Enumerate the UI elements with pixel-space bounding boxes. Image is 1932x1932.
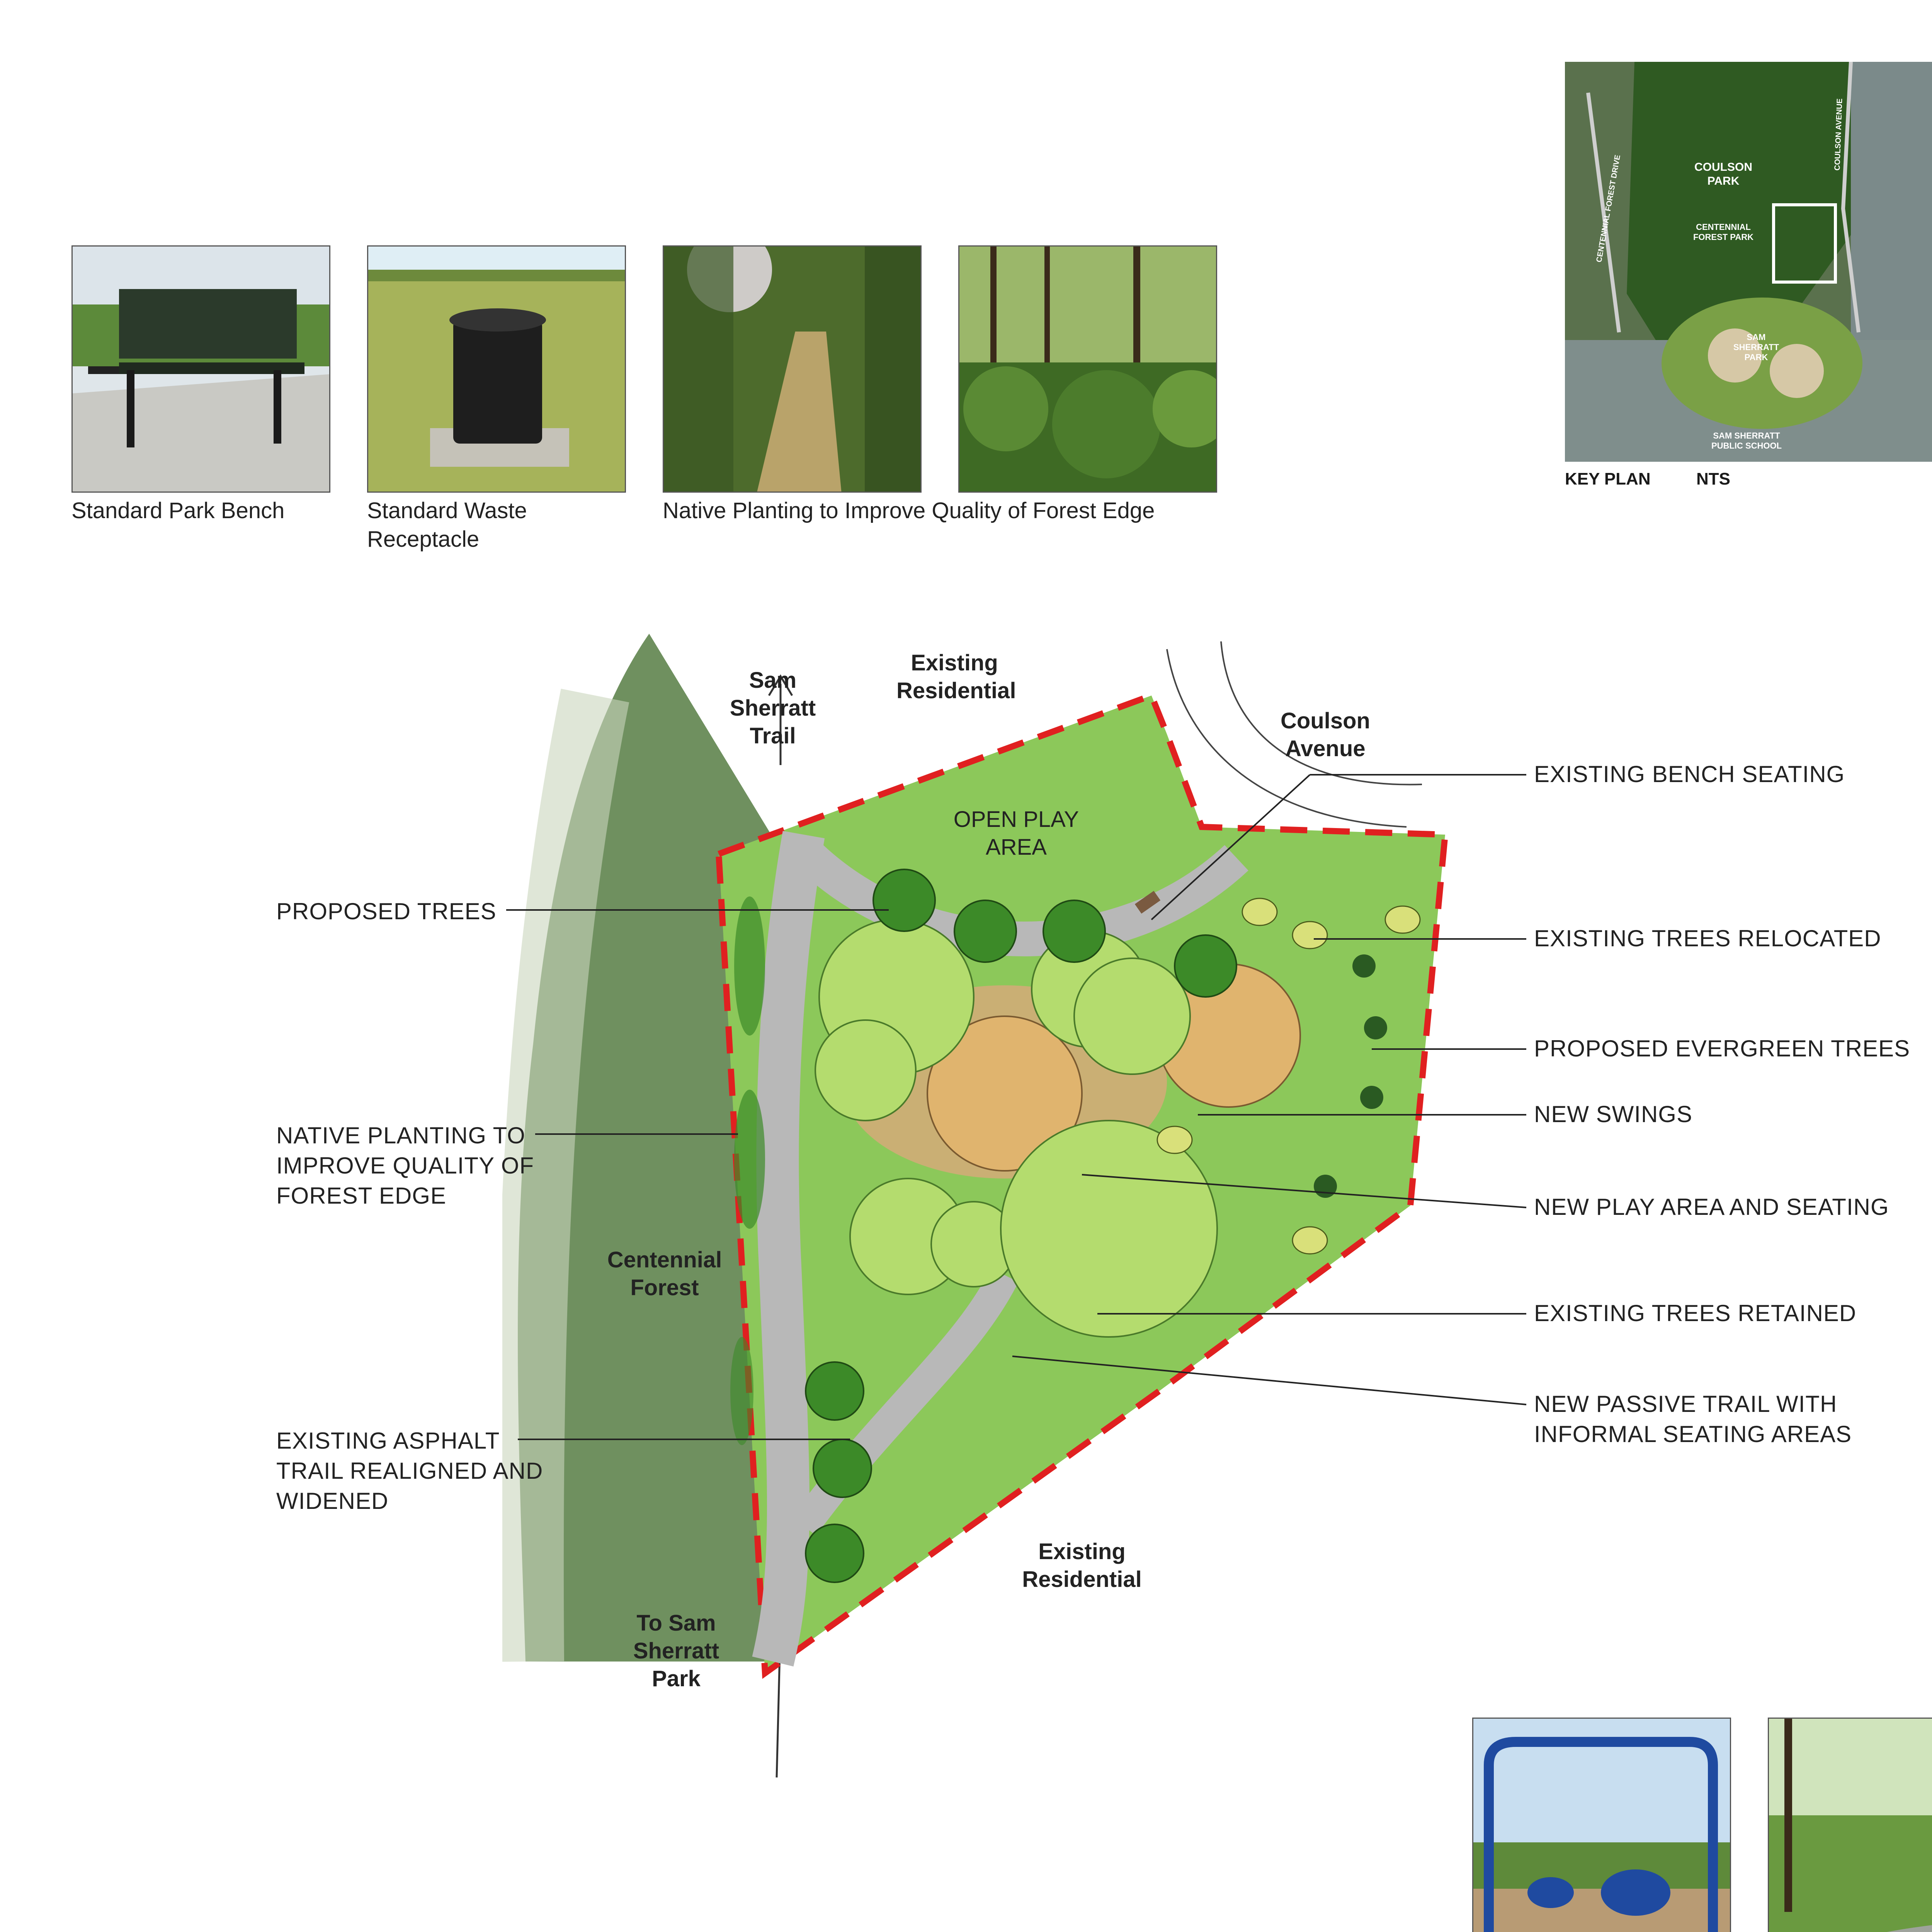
callout-asphalt-trail: EXISTING ASPHALT TRAIL REALIGNED AND WIDENED <box>276 1428 543 1514</box>
centennial-forest-label: Centennial Forest <box>607 1247 722 1300</box>
receptacle-caption: Standard Waste Receptacle <box>367 498 527 552</box>
key-plan-centennial-label: CENTENNIAL FOREST PARK <box>1693 222 1754 242</box>
key-plan-coulson-label: COULSON PARK <box>1694 161 1752 187</box>
to-sam-sherratt-park-label: To Sam Sherratt Park <box>633 1611 719 1691</box>
open-play-area-label: OPEN PLAY AREA <box>953 807 1079 860</box>
sam-sherratt-trail-label: Sam Sherratt Trail <box>730 668 816 748</box>
new-swings-photo <box>1472 1718 1731 1932</box>
callout-passive-trail: NEW PASSIVE TRAIL WITH INFORMAL SEATING AREAS <box>1534 1391 1852 1447</box>
callout-trees-retained: EXISTING TREES RETAINED <box>1534 1300 1857 1326</box>
callout-existing-bench: EXISTING BENCH SEATING <box>1534 761 1845 787</box>
callout-play-area: NEW PLAY AREA AND SEATING <box>1534 1194 1889 1220</box>
callout-native-planting: NATIVE PLANTING TO IMPROVE QUALITY OF FOREST EDGE <box>276 1122 534 1209</box>
key-plan-sherratt-label: SAM SHERRATT PARK <box>1733 332 1779 362</box>
bench-caption: Standard Park Bench <box>71 498 285 523</box>
key-plan-street-left: CENTENNIAL FOREST DRIVE <box>1595 154 1622 263</box>
existing-residential-top-label: Existing Residential <box>896 650 1016 703</box>
callout-trees-relocated: EXISTING TREES RELOCATED <box>1534 925 1881 951</box>
key-plan-street-right: COULSON AVENUE <box>1833 98 1844 171</box>
callout-proposed-trees: PROPOSED TREES <box>276 898 497 924</box>
native-planting-caption: Native Planting to Improve Quality of Forest Edge <box>663 498 1155 523</box>
coulson-avenue-label: Coulson Avenue <box>1281 708 1370 761</box>
key-plan-title: KEY PLAN <box>1565 469 1651 488</box>
key-plan-school-label: SAM SHERRATT PUBLIC SCHOOL <box>1711 431 1782 451</box>
callout-evergreen-trees: PROPOSED EVERGREEN TREES <box>1534 1036 1910 1061</box>
callout-new-swings: NEW SWINGS <box>1534 1101 1692 1127</box>
key-plan-scale: NTS <box>1696 469 1730 488</box>
existing-residential-bottom-label: Existing Residential <box>1022 1539 1142 1592</box>
new-passive-trail-photo <box>1768 1718 1932 1932</box>
